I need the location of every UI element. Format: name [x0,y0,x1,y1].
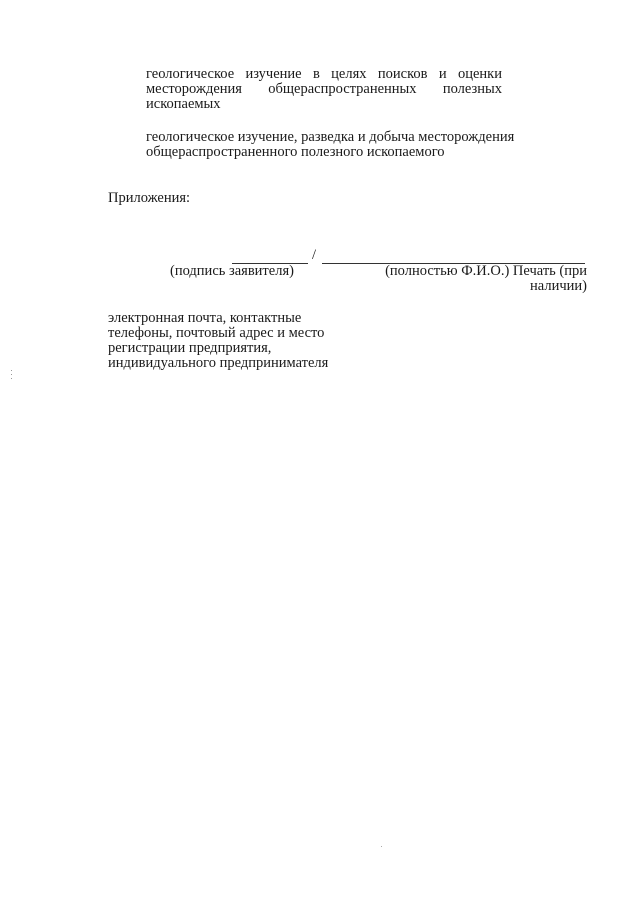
contact-line: электронная почта, контактные [108,310,302,326]
scan-dot [11,370,12,371]
paragraph-line [146,67,502,82]
word: и [438,66,447,82]
word: изучение [245,66,302,82]
word: поисков [377,66,428,82]
scan-dot [11,378,12,379]
caption-line: наличии) [530,278,587,294]
contact-line: индивидуального предпринимателя [108,355,329,371]
paragraph-line: геологическое изучение, разведка и добыча месторождения [146,129,515,145]
word: месторождения [146,81,242,97]
signature-caption: (подпись заявителя) [170,263,294,279]
word: геологическое [146,66,235,82]
attachments-label: Приложения: [108,190,191,206]
paragraph-line: ископаемых [146,96,221,112]
option-geological-survey-paragraph [146,67,502,112]
contact-line: телефоны, почтовый адрес и место [108,325,325,341]
contact-details-block [108,311,348,371]
paragraph-line: общераспространенного полезного ископаемого [146,144,445,160]
option-exploration-extraction-paragraph [146,130,546,160]
word: оценки [457,66,502,82]
caption-line: (полностью Ф.И.О.) Печать (при [385,263,587,279]
scan-dot [11,374,12,375]
word: общераспространенных [268,81,417,97]
full-name-stamp-caption [380,264,587,294]
word: целях [331,66,367,82]
scan-artifact-dot [381,846,382,847]
word: в [312,66,320,82]
contact-line: регистрации предприятия, [108,340,272,356]
signature-separator: / [312,247,317,263]
paragraph-line [146,82,502,97]
word: полезных [442,81,502,97]
scan-margin-marks [11,370,13,382]
